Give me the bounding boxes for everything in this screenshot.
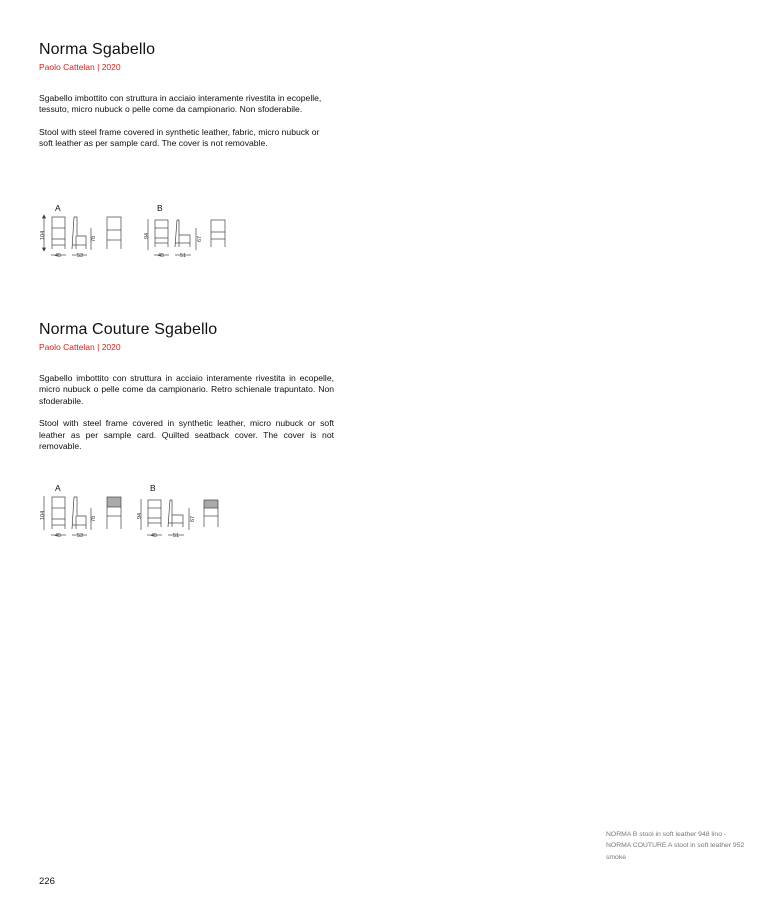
width-dimension: 45 [151,533,158,539]
product-section-norma-couture [39,321,334,452]
designer-line: Paolo Cattelan | 2020 [39,62,121,72]
chair-drawing-a-couture [40,494,130,542]
seat-height-dimension: 67 [190,515,196,522]
page-number: 226 [39,876,55,887]
variant-label: B [150,483,156,493]
description-english: Stool with steel frame covered in synthetic leather, micro nubuck or soft leather as per sample card. Quilted seatback cover. The cover is not removable. [39,418,334,452]
designer-line: Paolo Cattelan | 2020 [39,342,121,352]
product-section-norma [39,41,334,150]
chair-drawing-front [40,214,130,262]
height-dimension: 104 [40,230,46,240]
width-dimension: 45 [55,253,62,259]
depth-dimension: 53 [77,253,84,259]
width-dimension: 45 [158,253,165,259]
height-dimension: 94 [137,512,143,519]
photo-caption: NORMA B stool in soft leather 948 lino - NORMA COUTURE A stool in soft leather 952 smoke [606,831,745,861]
seat-height-dimension: 78 [91,515,97,522]
height-dimension: 94 [144,232,150,239]
variant-label: B [157,203,163,213]
variant-label: A [55,483,61,493]
depth-dimension: 51 [173,533,180,539]
height-dimension: 104 [40,510,46,520]
depth-dimension: 53 [77,533,84,539]
seat-height-dimension: 67 [197,235,203,242]
variant-label: A [55,203,61,213]
description-italian: Sgabello imbottito con struttura in acciaio interamente rivestita in ecopelle, tessuto, micro nubuck o pelle come da campionario. Non sfoderabile. [39,93,322,115]
width-dimension: 45 [55,533,62,539]
description-italian: Sgabello imbottito con struttura in acciaio interamente rivestita in ecopelle, micro nubuck o pelle come da campionario. Retro schienale trapuntato. Non sfoderabile. [39,373,334,406]
product-title: Norma Sgabello [39,41,156,58]
description-english: Stool with steel frame covered in synthetic leather, fabric, micro nubuck or soft leather as per sample card. The cover is not removable. [39,126,320,149]
product-title: Norma Couture Sgabello [39,321,218,338]
depth-dimension: 51 [180,253,187,259]
seat-height-dimension: 78 [91,235,97,242]
